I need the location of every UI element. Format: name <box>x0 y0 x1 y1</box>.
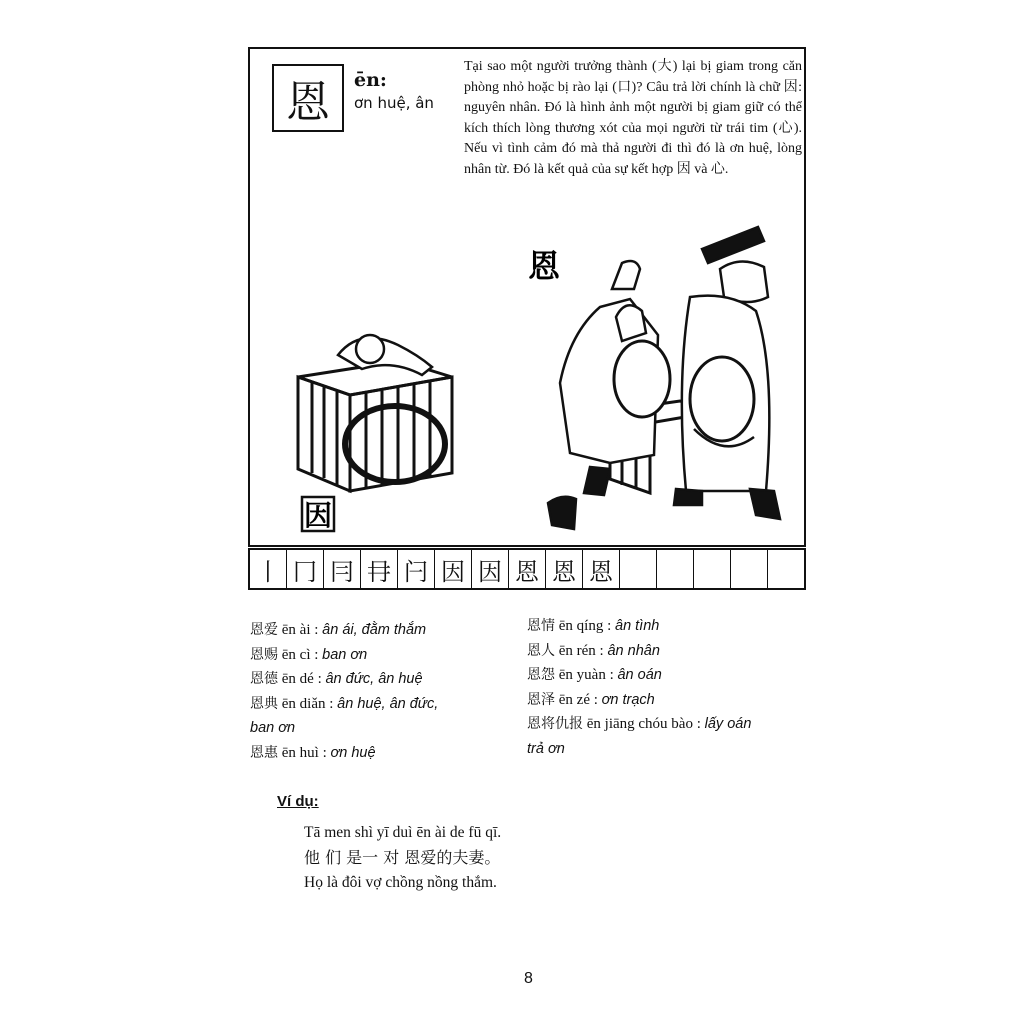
stroke-cell: 因 <box>472 550 509 588</box>
stroke-cell: 闩 <box>398 550 435 588</box>
vocab-pinyin: ēn cì : <box>278 646 323 663</box>
headword-meaning: ơn huệ, ân <box>354 94 434 112</box>
vocab-entry <box>250 618 510 643</box>
vocab-meaning: lấy oán <box>704 716 752 732</box>
vocab-hanzi: 恩怨 <box>527 667 555 683</box>
example-title: Ví dụ: <box>277 793 319 810</box>
stroke-cell <box>620 550 657 588</box>
vocab-pinyin: ēn zé : <box>555 691 602 708</box>
official-figure-right <box>674 227 780 519</box>
vocab-hanzi: 恩将仇报 <box>527 716 583 732</box>
cartoon-illustration <box>250 49 804 545</box>
vocab-meaning: ân huệ, ân đức, <box>337 695 439 712</box>
vocabulary-list-right <box>527 614 817 761</box>
vocab-meaning: ân nhân <box>607 642 660 659</box>
vocab-hanzi: 恩人 <box>527 642 555 659</box>
stroke-cell <box>731 550 768 588</box>
stroke-cell <box>657 550 694 588</box>
example-pinyin: Tā men shì yī duì ēn ài de fū qī. <box>304 824 502 841</box>
vocab-meaning-continued: ban ơn <box>250 720 296 736</box>
stroke-cell: 冂 <box>287 550 324 588</box>
vocab-meaning-continued: trả ơn <box>527 740 565 757</box>
vocab-meaning: ân tình <box>615 618 660 634</box>
vocab-meaning: ban ơn <box>322 646 368 663</box>
vocab-meaning: ân oán <box>617 667 662 683</box>
stroke-order-strip <box>248 548 806 590</box>
vocab-meaning: ơn huệ <box>330 744 376 761</box>
stroke-cell: 恩 <box>546 550 583 588</box>
illustration-label-bottom: 因 <box>304 499 333 532</box>
vocabulary-list-left <box>250 618 510 765</box>
official-figure-left <box>548 261 670 529</box>
vocab-entry <box>527 688 817 713</box>
vocab-hanzi: 恩赐 <box>250 646 278 663</box>
vocab-meaning: ơn trạch <box>601 691 655 708</box>
vocab-entry <box>527 614 817 639</box>
cage-drawing <box>298 335 452 491</box>
example-hanzi: 他 们 是一 对 恩爱的夫妻。 <box>304 848 501 867</box>
vocab-hanzi: 恩情 <box>527 618 555 634</box>
vocab-hanzi: 恩德 <box>250 671 278 687</box>
vocab-entry <box>527 712 817 737</box>
vocab-hanzi: 恩惠 <box>250 744 278 761</box>
stroke-cell: 恩 <box>583 550 620 588</box>
vocab-hanzi: 恩爱 <box>250 622 278 638</box>
vocab-pinyin: ēn rén : <box>555 642 608 659</box>
vocab-entry <box>250 692 510 717</box>
headword-character: 恩 <box>286 77 330 128</box>
vocab-pinyin: ēn ài : <box>278 622 323 638</box>
vocab-pinyin: ēn huì : <box>278 744 331 761</box>
explanation-text: Tại sao một người trưởng thành (大) lại bị giam trong căn phòng nhỏ hoặc bị rào lại (口)? Câu trả lời chính là chữ 因: nguyên nhân. Đó là hình ảnh một người bị giam giữ có thể kích thích lòng thương xót của mọi người từ trái tim (心). Nếu vì tình cảm đó mà thả người đi thì đó là ơn huệ, lòng nhân từ. Đó là kết quả của sự kết hợp 因 và 心. <box>464 59 802 177</box>
stroke-cell: 丨 <box>250 550 287 588</box>
vocab-pinyin: ēn jiāng chóu bào : <box>583 716 705 732</box>
vocab-pinyin: ēn yuàn : <box>555 667 618 683</box>
vocab-hanzi: 恩泽 <box>527 691 555 708</box>
vocab-pinyin: ēn dé : <box>278 671 326 687</box>
stroke-cell: 恩 <box>509 550 546 588</box>
vocab-entry <box>527 639 817 664</box>
vocab-meaning: ân ái, đằm thắm <box>322 622 427 638</box>
vocab-hanzi: 恩典 <box>250 695 278 712</box>
stroke-cell: 冃 <box>324 550 361 588</box>
example-translation: Họ là đôi vợ chồng nồng thắm. <box>304 874 497 891</box>
headword-pinyin: ēn: <box>354 69 387 91</box>
stroke-cell: 冄 <box>361 550 398 588</box>
vocab-entry <box>250 643 510 668</box>
vocab-meaning: ân đức, ân huệ <box>325 671 423 687</box>
illustration-label-top: 恩 <box>528 247 561 285</box>
stroke-cell <box>768 550 804 588</box>
page-number: 8 <box>524 970 533 987</box>
vocab-entry <box>250 741 510 766</box>
vocab-entry <box>250 667 510 692</box>
stroke-cell <box>694 550 731 588</box>
example-block <box>304 820 501 895</box>
vocab-pinyin: ēn diǎn : <box>278 695 338 712</box>
vocab-pinyin: ēn qíng : <box>555 618 615 634</box>
stroke-cell: 因 <box>435 550 472 588</box>
vocab-entry <box>527 663 817 688</box>
illustration-panel <box>248 47 806 547</box>
